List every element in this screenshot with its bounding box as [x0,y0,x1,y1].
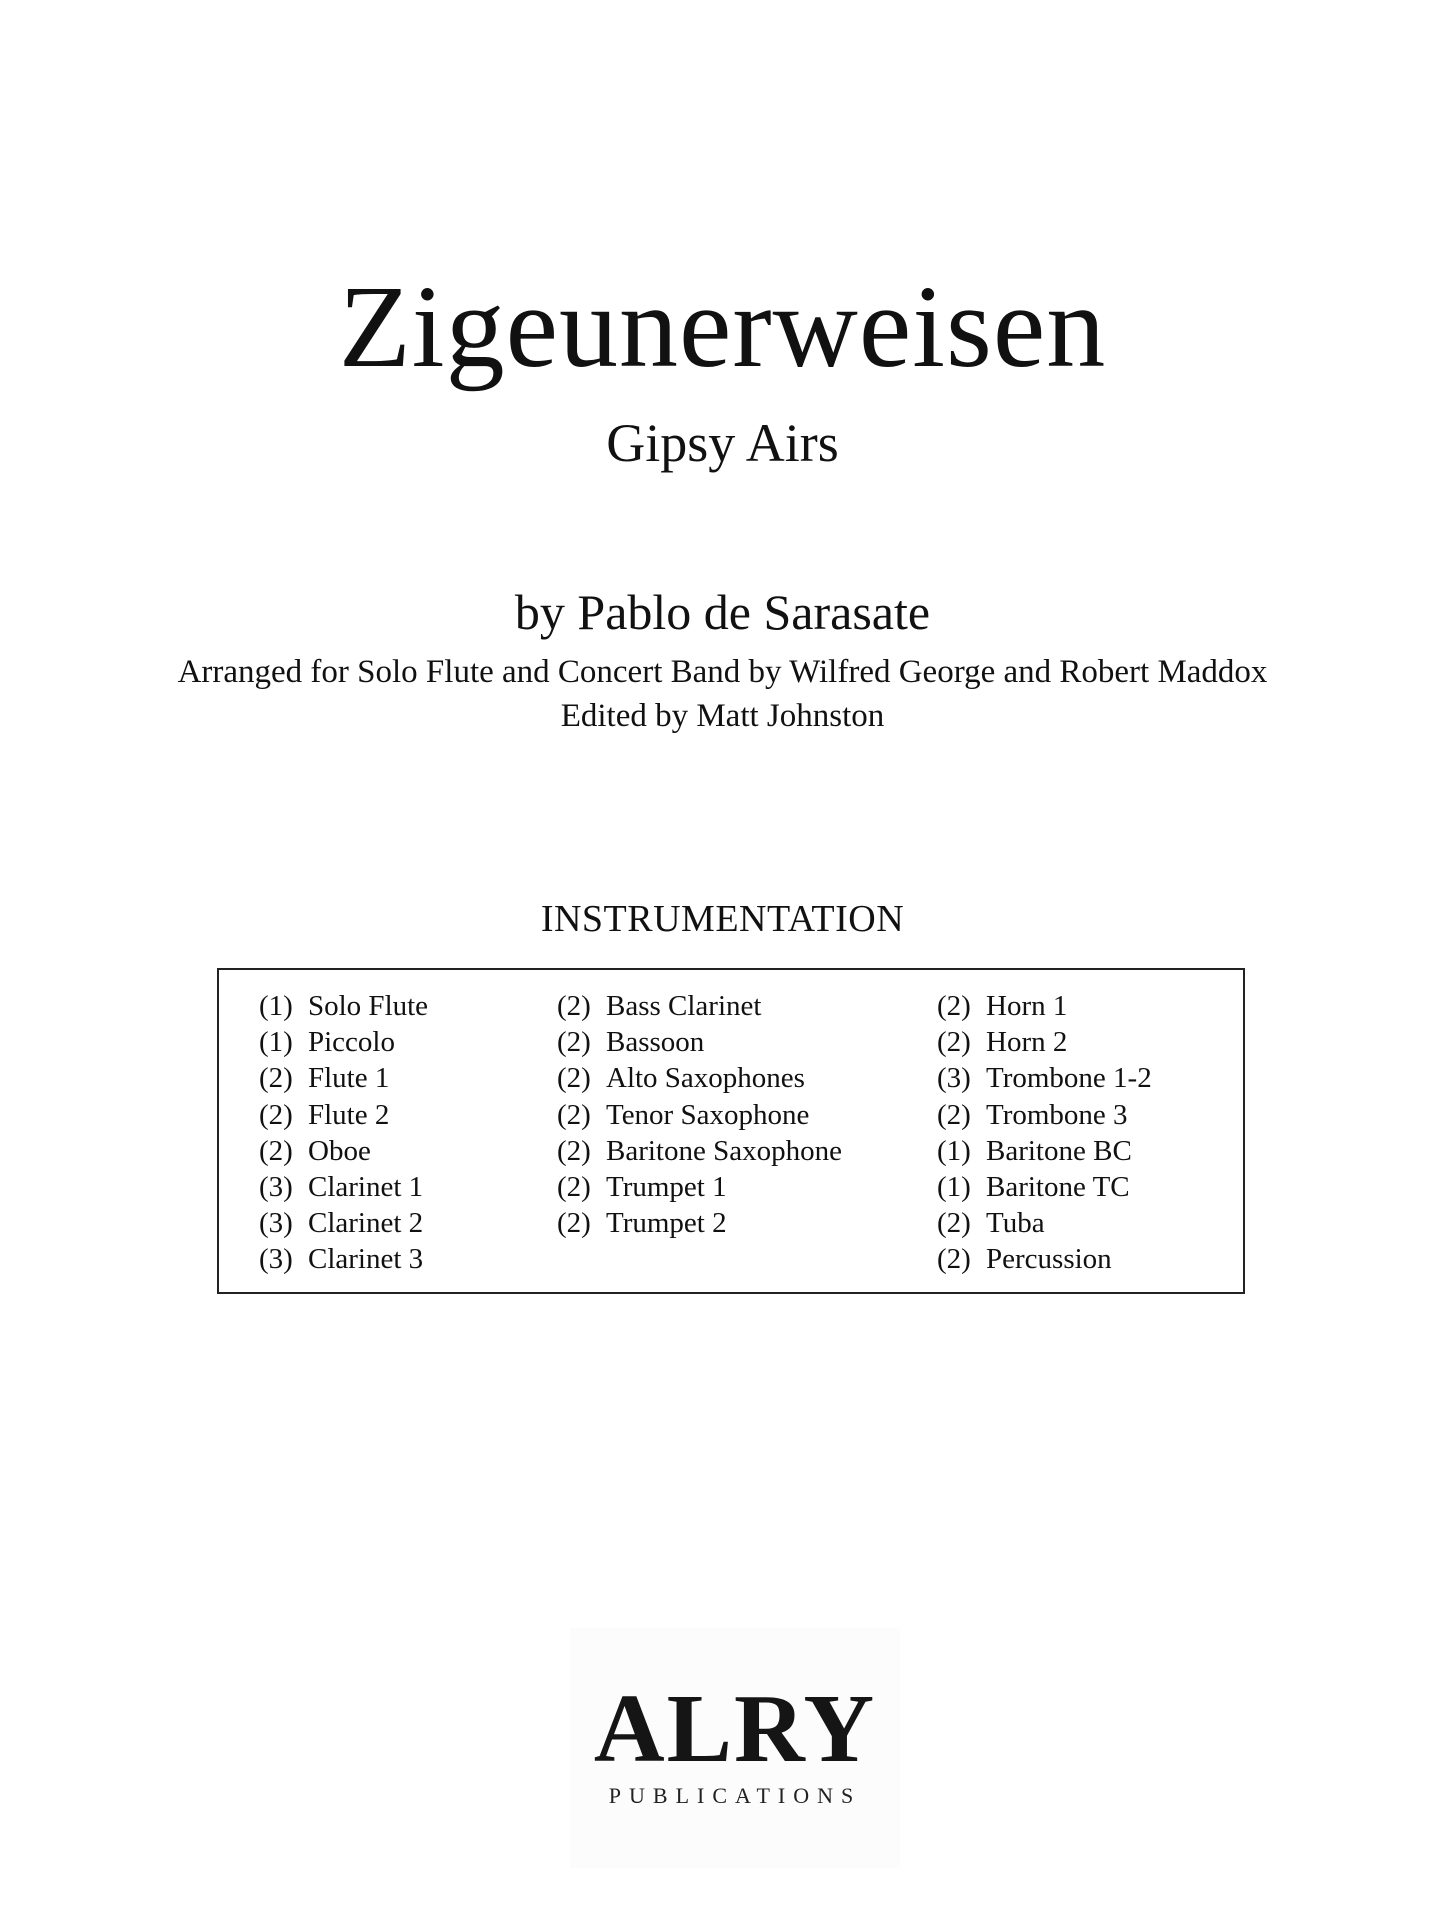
instrument-row [557,1097,842,1133]
instrument-name: Horn 2 [986,1026,1068,1059]
instrument-row [259,1241,428,1277]
instrument-row [259,1169,428,1205]
instrument-count: (2) [557,1062,591,1095]
instrument-row [937,1205,1152,1241]
piece-subtitle: Gipsy Airs [606,413,839,473]
instrument-name: Baritone TC [986,1171,1130,1204]
instrument-row [557,1205,842,1241]
instrument-row [259,1060,428,1096]
instrument-count: (2) [557,1171,591,1204]
publisher-logo-subtitle: PUBLICATIONS [608,1783,862,1808]
instrument-count: (3) [259,1243,293,1276]
publisher-logo [570,1628,900,1868]
instrumentation-column-1 [259,988,428,1278]
publisher-logo-mark: ALRY [593,1675,877,1783]
arranger-credit: Arranged for Solo Flute and Concert Band by Wilfred George and Robert Maddox [177,654,1268,690]
instrument-name: Clarinet 3 [308,1243,424,1276]
instrument-row [557,1169,842,1205]
instrument-name: Alto Saxophones [606,1062,805,1095]
instrument-name: Horn 1 [986,990,1068,1022]
instrument-row [259,1024,428,1060]
composer-credit: by Pablo de Sarasate [514,584,931,640]
instrument-count: (2) [557,1098,591,1131]
instrument-count: (3) [259,1207,293,1240]
instrument-row [937,1097,1152,1133]
instrument-name: Solo Flute [308,990,429,1022]
instrument-count: (2) [937,1207,971,1240]
instrument-name: Tenor Saxophone [606,1098,810,1131]
instrument-name: Tuba [986,1207,1045,1240]
instrumentation-column-2 [557,988,842,1241]
instrument-row [557,1060,842,1096]
instrument-count: (2) [557,1134,591,1167]
instrument-name: Bass Clarinet [606,990,762,1022]
instrument-row [937,1241,1152,1277]
instrumentation-heading: INSTRUMENTATION [540,898,905,940]
instrument-count: (2) [259,1062,293,1095]
instrument-row [557,988,842,1024]
instrument-row [937,1133,1152,1169]
instrument-row [937,1024,1152,1060]
instrument-count: (2) [937,1243,971,1276]
instrument-name: Percussion [986,1243,1112,1276]
instrument-count: (3) [259,1171,293,1204]
instrument-row [937,1060,1152,1096]
instrument-name: Baritone BC [986,1134,1132,1167]
instrument-name: Flute 2 [308,1098,390,1131]
instrument-row [259,988,428,1024]
editor-credit: Edited by Matt Johnston [560,698,885,734]
instrumentation-box [217,968,1245,1294]
instrument-count: (2) [259,1098,293,1131]
instrument-name: Baritone Saxophone [606,1134,842,1167]
piece-title: Zigeunerweisen [338,261,1107,392]
instrument-row [557,1133,842,1169]
instrument-row [937,988,1152,1024]
instrument-count: (2) [937,1026,971,1059]
instrument-name: Piccolo [308,1026,395,1059]
instrumentation-column-3 [937,988,1152,1278]
instrument-name: Clarinet 2 [308,1207,424,1240]
instrument-row [937,1169,1152,1205]
instrument-count: (2) [557,990,591,1022]
instrument-count: (1) [259,1026,293,1059]
instrument-row [259,1097,428,1133]
instrument-name: Flute 1 [308,1062,390,1095]
instrument-name: Trombone 3 [986,1098,1128,1131]
instrument-count: (1) [937,1171,971,1204]
instrument-count: (1) [259,990,293,1022]
instrument-count: (1) [937,1134,971,1167]
instrument-count: (2) [557,1207,591,1240]
instrument-count: (2) [937,990,971,1022]
instrument-row [259,1133,428,1169]
instrument-name: Trombone 1-2 [986,1062,1152,1095]
instrument-count: (2) [937,1098,971,1131]
instrument-count: (2) [259,1134,293,1167]
instrument-name: Trumpet 2 [606,1207,727,1240]
instrument-name: Oboe [308,1134,371,1167]
instrument-count: (2) [557,1026,591,1059]
instrument-count: (3) [937,1062,971,1095]
instrument-name: Bassoon [606,1026,705,1059]
instrument-name: Trumpet 1 [606,1171,727,1204]
instrument-name: Clarinet 1 [308,1171,424,1204]
instrument-row [557,1024,842,1060]
instrument-row [259,1205,428,1241]
